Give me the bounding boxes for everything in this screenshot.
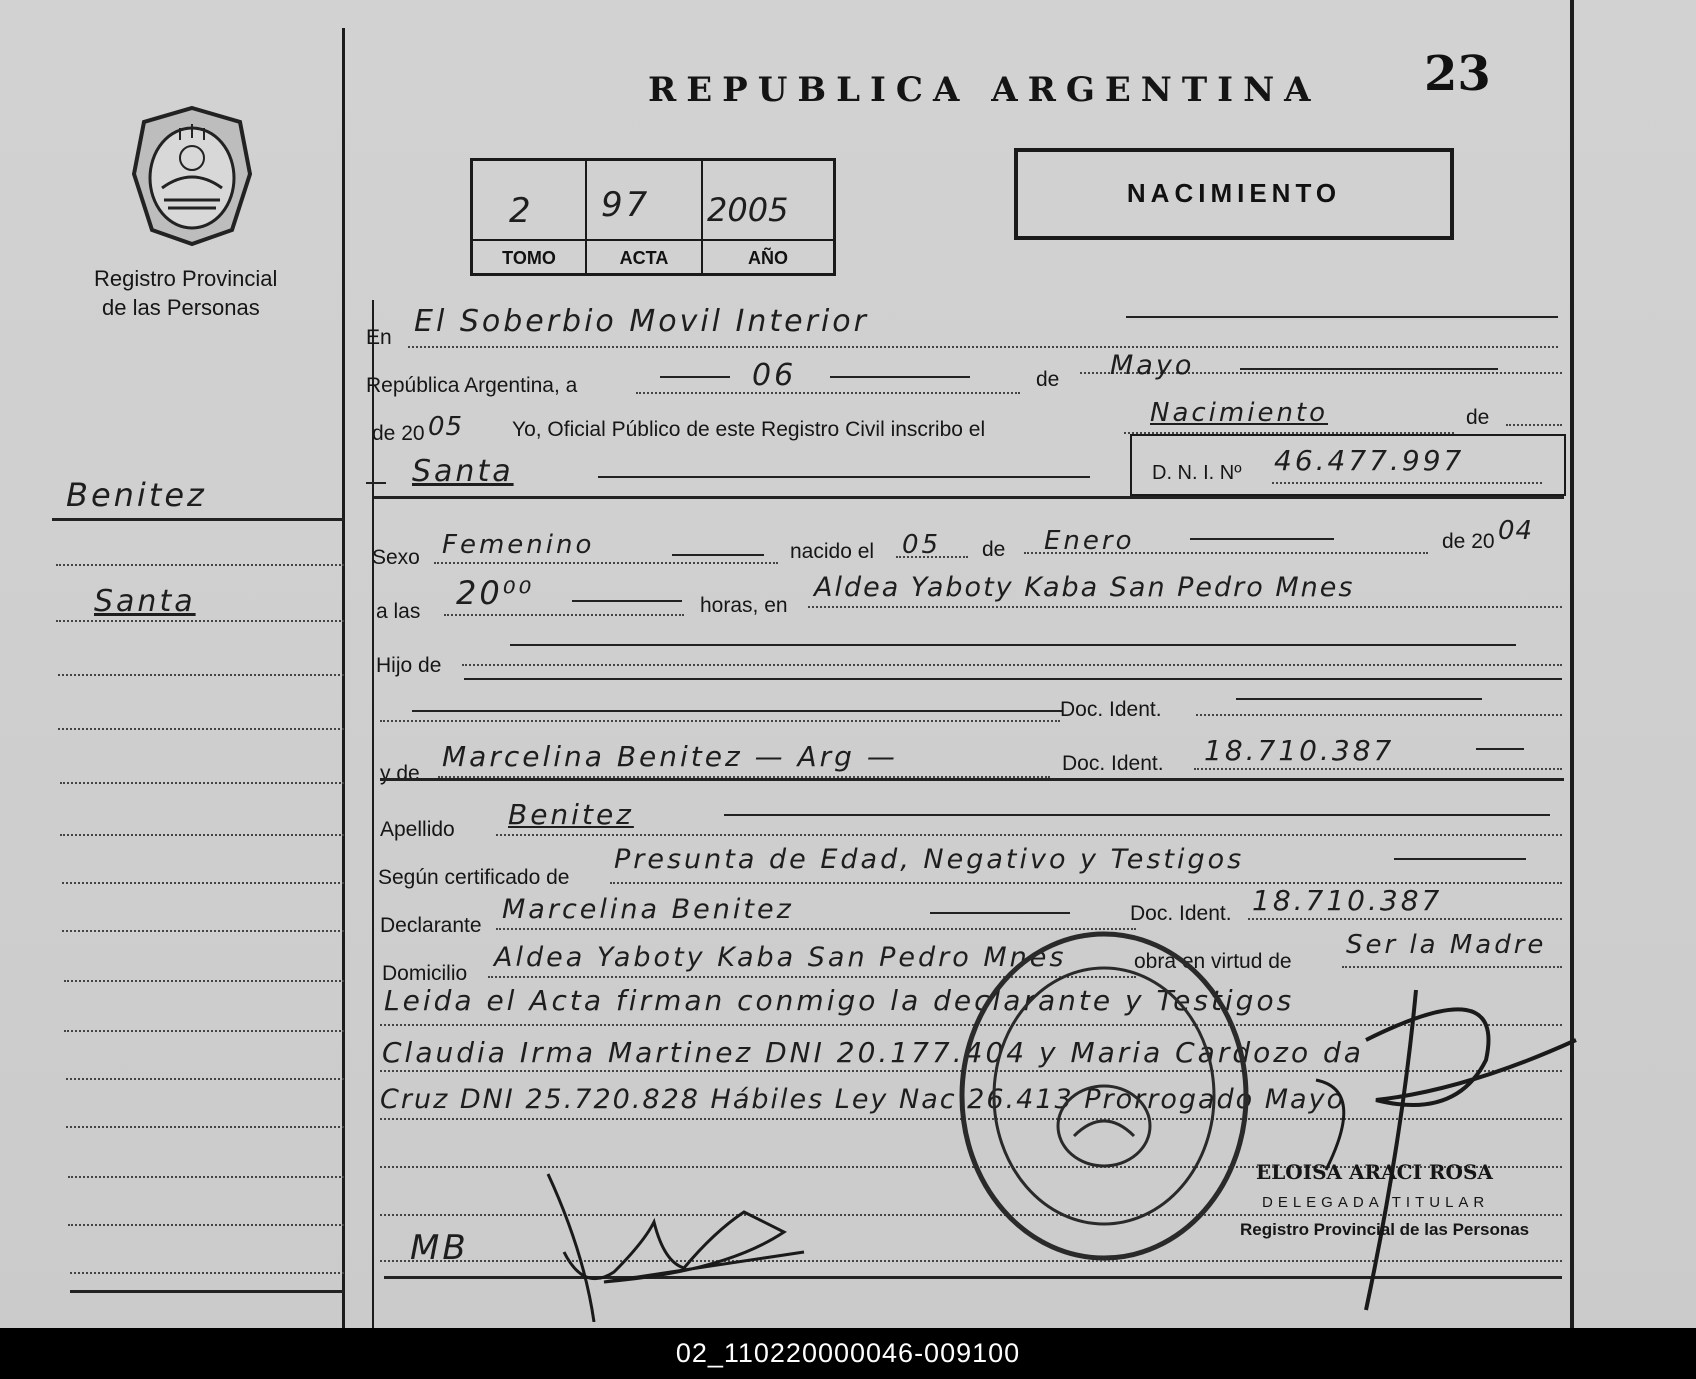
birth-day-value: 05 xyxy=(902,530,942,560)
margin-rule xyxy=(70,1290,344,1293)
en-label: En xyxy=(366,326,392,349)
province-seal-icon xyxy=(128,104,256,248)
margin-given-name: Santa xyxy=(94,584,196,619)
apellido-dotted-line xyxy=(496,834,1562,836)
declarante-value: Marcelina Benitez xyxy=(502,894,794,925)
page-number: 23 xyxy=(1424,46,1491,102)
inner-frame-line xyxy=(372,300,374,1328)
declarante-doc-dotted-line xyxy=(1248,918,1562,920)
margin-rule xyxy=(62,930,344,932)
mother-doc-label: Doc. Ident. xyxy=(1062,752,1164,775)
father-fill-stroke xyxy=(412,710,1062,712)
document-title: REPUBLICA ARGENTINA xyxy=(648,70,1321,110)
declarante-fill-stroke xyxy=(930,912,1070,914)
republica-label: República Argentina, a xyxy=(366,374,578,397)
birth-year-suffix-value: 04 xyxy=(1498,516,1534,546)
tomo-value: 2 xyxy=(509,191,534,231)
official-name: ELOISA ARACI ROSA xyxy=(1256,1160,1493,1184)
father-dotted-line xyxy=(380,720,1060,722)
dni-label: D. N. I. Nº xyxy=(1152,462,1242,484)
official-office: Registro Provincial de las Personas xyxy=(1240,1220,1530,1239)
sexo-fill-stroke xyxy=(672,554,764,556)
margin-rule xyxy=(66,1078,344,1080)
left-margin-divider xyxy=(342,28,345,1328)
document-code: 02_110220000046-009100 xyxy=(0,1328,1696,1379)
declarante-doc-label: Doc. Ident. xyxy=(1130,902,1232,925)
margin-rule xyxy=(64,980,344,982)
margin-rule xyxy=(52,518,344,521)
dni-box xyxy=(1130,434,1566,496)
day-fill-stroke xyxy=(830,376,970,378)
hijo-fill-stroke xyxy=(510,644,1516,646)
person-value: Santa xyxy=(412,454,514,489)
birth-place-dotted-line xyxy=(808,606,1562,608)
y-de-label: y de xyxy=(380,762,420,785)
horas-en-label: horas, en xyxy=(700,594,788,617)
mother-doc-dotted-line xyxy=(1194,768,1562,770)
initials: MB xyxy=(410,1228,469,1268)
birth-month-fill-stroke xyxy=(1190,538,1334,540)
sexo-label: Sexo xyxy=(372,546,420,569)
mother-doc-value: 18.710.387 xyxy=(1204,734,1395,767)
dni-value: 46.477.997 xyxy=(1274,444,1465,477)
inscribe-value: Nacimiento xyxy=(1150,398,1329,428)
margin-rule xyxy=(56,620,344,622)
official-title: DELEGADA TITULAR xyxy=(1262,1194,1490,1211)
day-value: 06 xyxy=(752,358,797,393)
father-doc-fill-stroke xyxy=(1236,698,1482,700)
mother-value: Marcelina Benitez — Arg — xyxy=(442,740,898,773)
mother-doc-fill-stroke xyxy=(1476,748,1524,750)
apellido-label: Apellido xyxy=(380,818,455,841)
father-doc-label: Doc. Ident. xyxy=(1060,698,1162,721)
hijo-dotted-line xyxy=(462,664,1562,666)
margin-rule xyxy=(68,1224,344,1226)
registry-name-line1: Registro Provincial xyxy=(94,266,278,291)
declarante-label: Declarante xyxy=(380,914,482,937)
certificado-fill-stroke xyxy=(1394,858,1526,860)
birth-place-value: Aldea Yaboty Kaba San Pedro Mnes xyxy=(814,572,1355,603)
acta-label: ACTA xyxy=(619,248,669,268)
hijo-fill-stroke xyxy=(464,678,1562,680)
margin-rule xyxy=(60,834,344,836)
margin-rule xyxy=(60,782,344,784)
hour-value: 20⁰⁰ xyxy=(456,574,535,612)
handwritten-signature xyxy=(1306,980,1606,1330)
section-divider xyxy=(380,778,1564,781)
margin-rule xyxy=(58,674,344,676)
margin-surname: Benitez xyxy=(66,476,207,514)
month-fill-stroke xyxy=(1240,368,1498,370)
inscribe-de-dotted-line xyxy=(1506,424,1562,426)
anio-label: AÑO xyxy=(748,248,788,268)
anio-value: 2005 xyxy=(707,191,789,229)
en-dotted-line xyxy=(408,346,1558,348)
margin-rule xyxy=(56,564,344,566)
hijo-label: Hijo de xyxy=(376,654,442,677)
apellido-fill-stroke xyxy=(724,814,1550,816)
section-divider xyxy=(374,496,1564,499)
tomo-label: TOMO xyxy=(502,248,556,268)
act-type-box xyxy=(1014,148,1454,240)
month-value: Mayo xyxy=(1110,350,1195,381)
sexo-dotted-line xyxy=(434,562,778,564)
nacido-label: nacido el xyxy=(790,540,875,563)
acta-value: 97 xyxy=(601,185,651,225)
act-type-label: NACIMIENTO xyxy=(1126,178,1342,208)
obra-value: Ser la Madre xyxy=(1346,930,1547,960)
registry-name-line2: de las Personas xyxy=(102,295,260,320)
certificado-value: Presunta de Edad, Negativo y Testigos xyxy=(614,844,1245,875)
day-fill-stroke xyxy=(660,376,730,378)
tomo-acta-anio-box xyxy=(470,158,836,276)
hour-dotted-line xyxy=(444,614,684,616)
note-line1: Leida el Acta firman conmigo la declarante y Testigos xyxy=(384,984,1295,1017)
dni-dotted-line xyxy=(1272,482,1542,484)
birth-de-label: de xyxy=(982,538,1006,561)
sexo-value: Femenino xyxy=(442,530,595,560)
margin-rule xyxy=(62,882,344,884)
note-line3: Cruz DNI 25.720.828 Hábiles Ley Nac 26.413 Prorrogado Mayo xyxy=(380,1084,1346,1115)
year-prefix-label: de 20 xyxy=(372,422,425,445)
a-las-label: a las xyxy=(376,600,421,623)
margin-rule xyxy=(66,1126,344,1128)
inscribe-de-label: de xyxy=(1466,406,1490,429)
republica-dotted-line xyxy=(636,392,1020,394)
person-fill-stroke xyxy=(598,476,1090,478)
birth-year-prefix-label: de 20 xyxy=(1442,530,1495,553)
declarante-doc-value: 18.710.387 xyxy=(1252,884,1443,917)
margin-rule xyxy=(70,1272,344,1274)
margin-rule xyxy=(58,728,344,730)
obra-dotted-line xyxy=(1342,966,1562,968)
official-seal-stamp xyxy=(954,926,1254,1266)
oficial-label: Yo, Oficial Público de este Registro Civil inscribo el xyxy=(512,418,986,441)
certificado-label: Según certificado de xyxy=(378,866,570,889)
father-doc-dotted-line xyxy=(1196,714,1562,716)
en-value: El Soberbio Movil Interior xyxy=(414,304,869,339)
apellido-value: Benitez xyxy=(508,798,634,831)
margin-rule xyxy=(64,1030,344,1032)
margin-rule xyxy=(68,1176,344,1178)
hour-fill-stroke xyxy=(572,600,682,602)
note-line2: Claudia Irma Martinez DNI 20.177.404 y Maria Cardozo da xyxy=(382,1036,1364,1069)
birth-month-value: Enero xyxy=(1044,526,1135,556)
obra-label: obra en virtud de xyxy=(1134,950,1292,973)
handwritten-signature xyxy=(544,1172,824,1322)
en-fill-stroke xyxy=(1126,316,1558,318)
domicilio-label: Domicilio xyxy=(382,962,468,985)
domicilio-value: Aldea Yaboty Kaba San Pedro Mnes xyxy=(494,942,1067,973)
year-suffix-value: 05 xyxy=(428,412,464,442)
person-dash xyxy=(366,482,386,484)
month-de-label: de xyxy=(1036,368,1060,391)
